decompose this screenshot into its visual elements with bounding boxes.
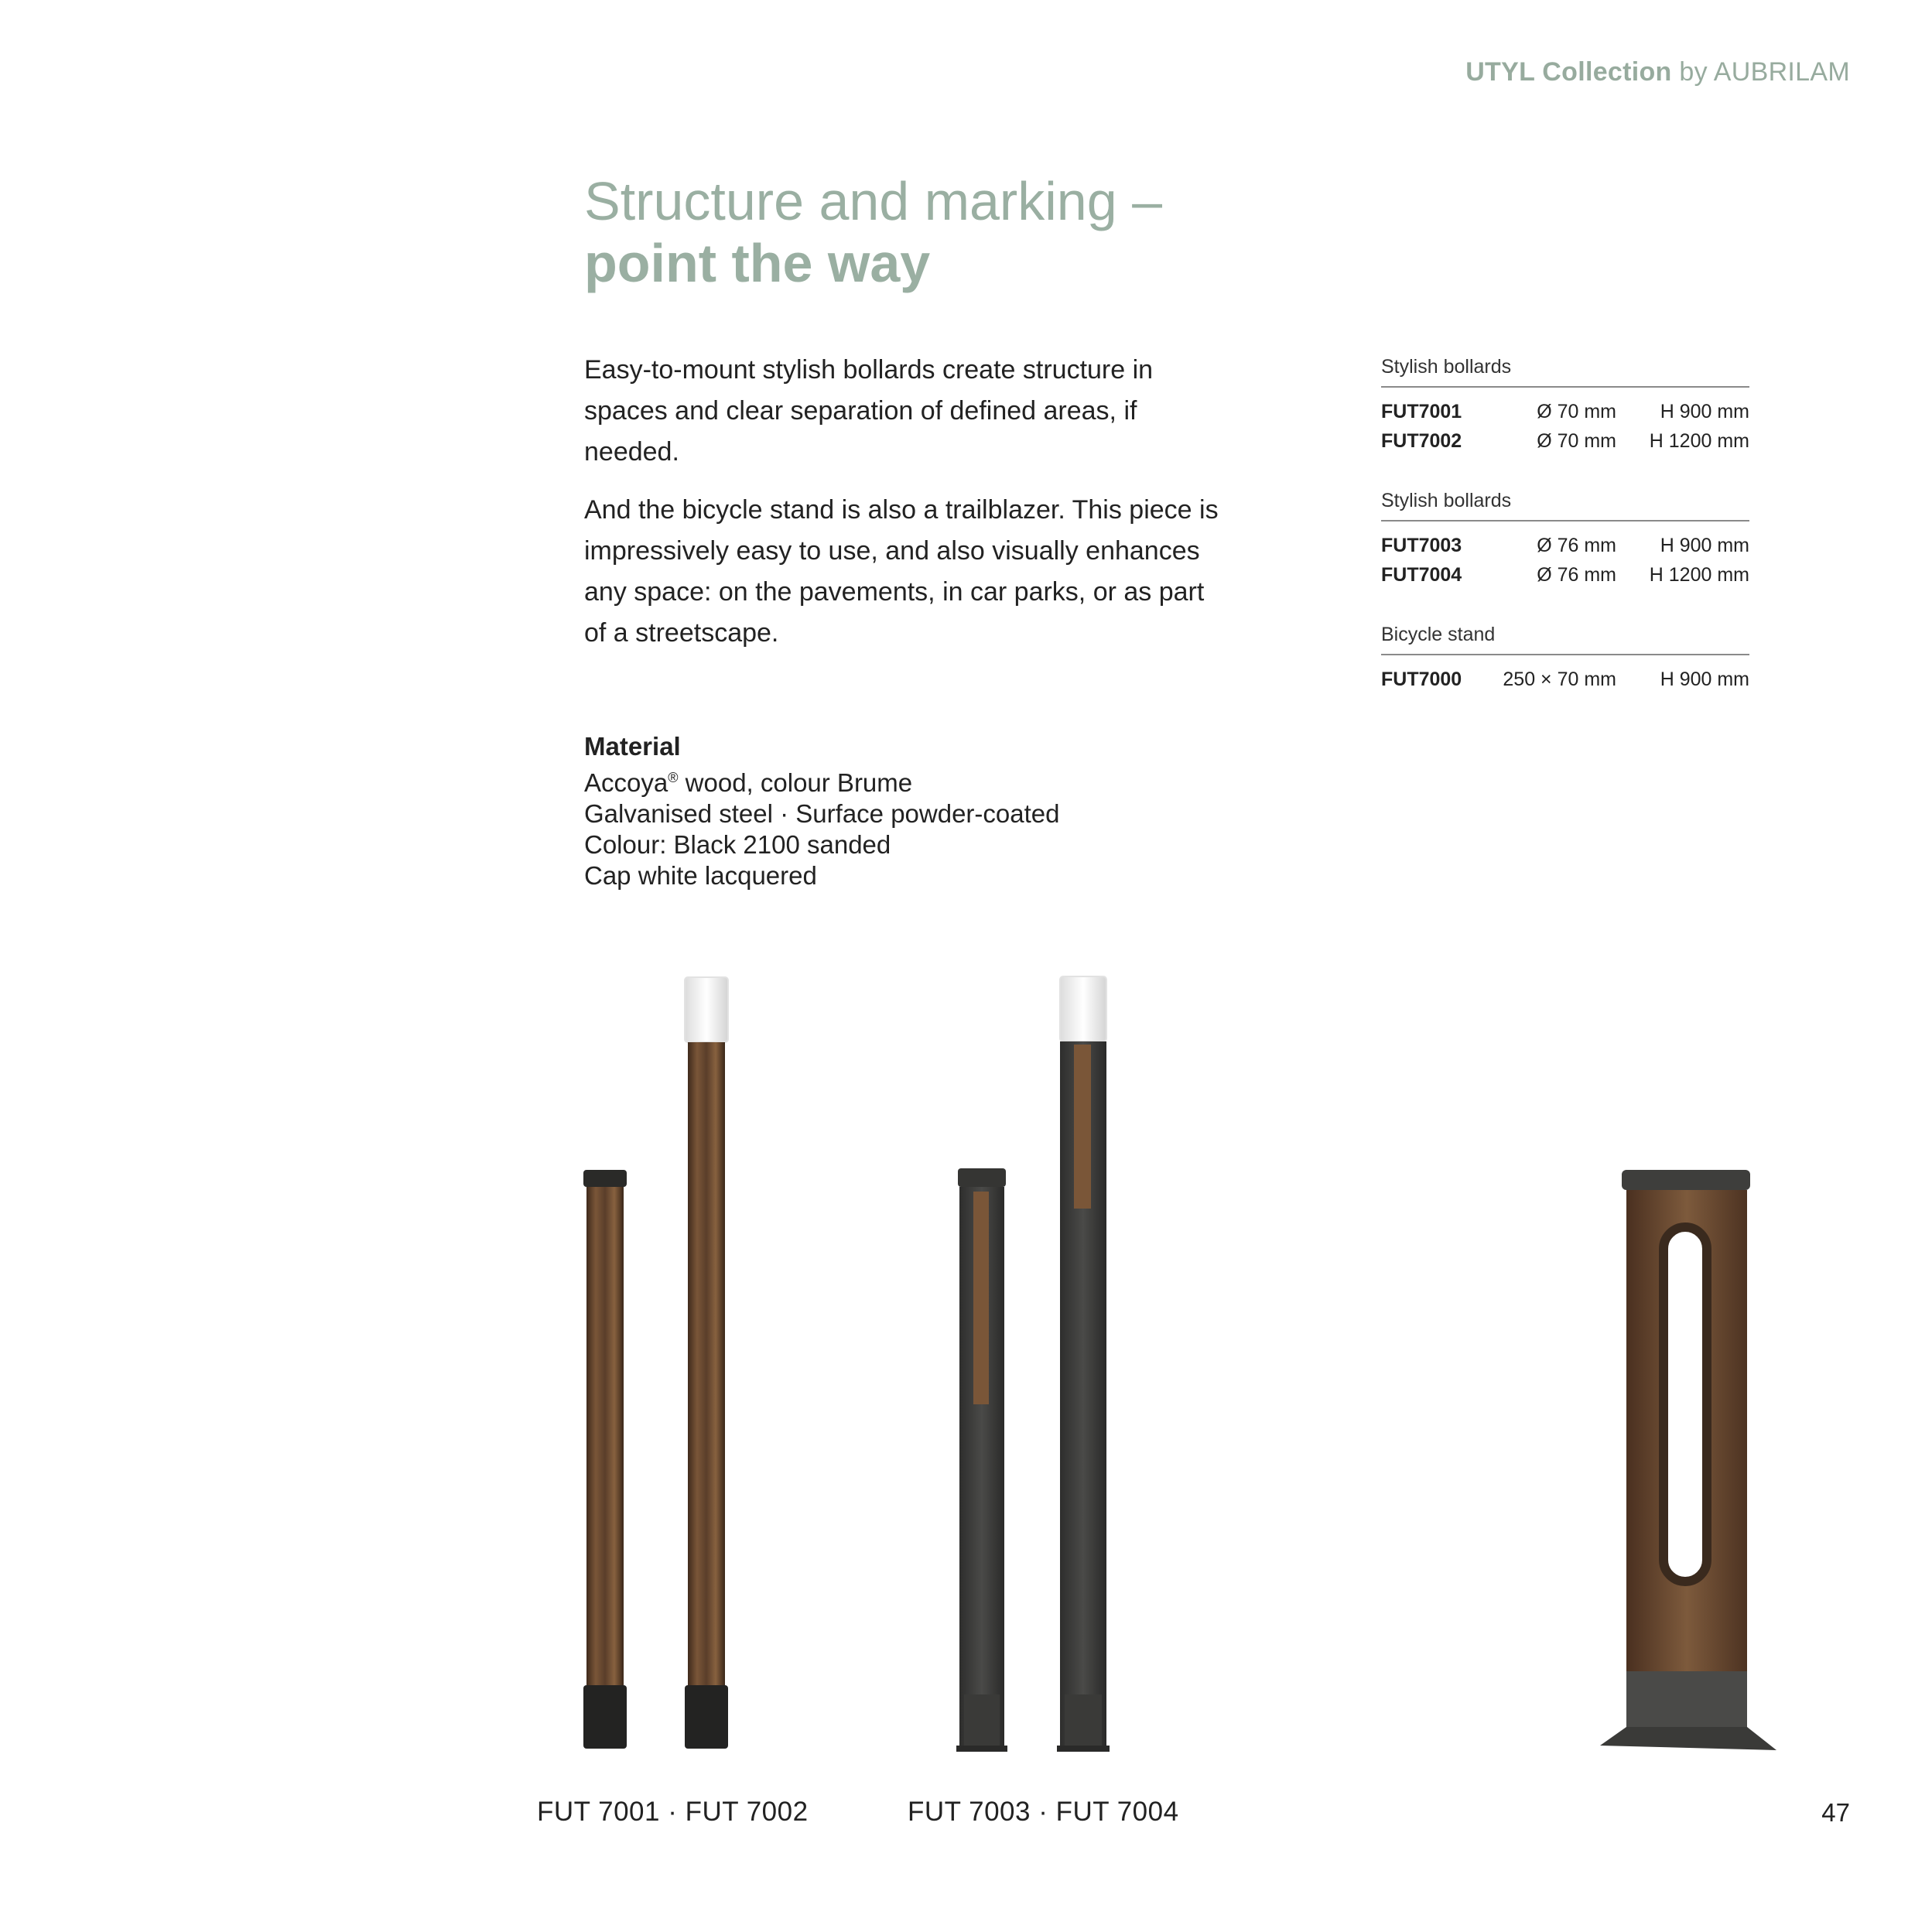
material-heading: Material <box>584 732 681 761</box>
spec-diameter: Ø 76 mm <box>1537 564 1616 586</box>
bollard-wood-insert <box>973 1192 989 1404</box>
stand-slot <box>1664 1227 1707 1582</box>
spec-heading: Stylish bollards <box>1381 356 1749 388</box>
bollard-cap-white <box>685 977 728 1042</box>
bollard-fut7003 <box>956 1168 1007 1752</box>
bollard-wood-insert <box>1074 1045 1091 1209</box>
spec-diameter: Ø 70 mm <box>1537 401 1616 422</box>
spec-group-bollards-76 <box>1381 490 1749 590</box>
material-wood-colour: wood, colour Brume <box>678 768 913 797</box>
bollard-base <box>685 1685 728 1749</box>
spec-dimensions: 250 × 70 mm <box>1503 669 1616 690</box>
caption-fut7001-fut7002: FUT 7001 · FUT 7002 <box>537 1797 809 1827</box>
spec-row <box>1381 397 1749 426</box>
spec-group-bicycle-stand <box>1381 624 1749 694</box>
spec-code: FUT7002 <box>1381 430 1462 452</box>
bicycle-paragraph: And the bicycle stand is also a trailblazer. This piece is impressively easy to use, and also visually enhances any space: on the pavements, in car parks, or as part of a streetscape. <box>584 495 1219 648</box>
registered-mark: ® <box>668 770 679 785</box>
bollard-fut7001 <box>583 1170 627 1749</box>
brand-collection: UTYL Collection <box>1465 57 1672 87</box>
spec-table <box>1381 356 1749 728</box>
spec-code: FUT7001 <box>1381 401 1462 422</box>
brand-header <box>1465 57 1850 87</box>
spec-heading: Stylish bollards <box>1381 490 1749 521</box>
bicycle-stand-fut7000 <box>1600 1170 1776 1750</box>
spec-height: H 900 mm <box>1660 669 1749 690</box>
stand-foot-plate <box>1600 1727 1776 1750</box>
bollard-cap-white <box>1060 976 1106 1041</box>
spec-code: FUT7000 <box>1381 669 1462 690</box>
bollard-foot <box>1065 1694 1102 1749</box>
bollard-foot <box>964 1694 1000 1749</box>
bollard-cap-dark <box>958 1168 1006 1187</box>
caption-fut7003-fut7004: FUT 7003 · FUT 7004 <box>908 1797 1179 1827</box>
material-line-colour: Colour: Black 2100 sanded <box>584 830 891 859</box>
spec-height: H 1200 mm <box>1649 564 1749 586</box>
spec-code: FUT7003 <box>1381 535 1462 556</box>
material-line-steel: Galvanised steel · Surface powder-coated <box>584 799 1060 828</box>
title-line-1: Structure and marking – <box>584 171 1163 231</box>
title-line-2: point the way <box>584 233 931 293</box>
spec-row <box>1381 665 1749 694</box>
material-wood-name: Accoya <box>584 768 669 797</box>
bollard-base <box>583 1685 627 1749</box>
material-line-cap: Cap white lacquered <box>584 861 817 890</box>
material-line-wood <box>584 762 1060 798</box>
spec-row <box>1381 531 1749 560</box>
spec-diameter: Ø 70 mm <box>1537 430 1616 452</box>
bollard-fut7004 <box>1057 976 1110 1752</box>
spec-height: H 900 mm <box>1660 401 1749 422</box>
spec-code: FUT7004 <box>1381 564 1462 586</box>
bollard-metal-shaft <box>959 1187 1004 1749</box>
spec-height: H 900 mm <box>1660 535 1749 556</box>
bollard-metal-shaft <box>1060 1041 1106 1749</box>
bollard-wood-shaft <box>688 1042 725 1687</box>
bollard-fut7002 <box>685 977 728 1749</box>
spec-row <box>1381 426 1749 456</box>
material-block <box>584 731 1060 891</box>
bollard-plate <box>956 1746 1007 1752</box>
stand-wood-panel <box>1626 1190 1747 1685</box>
spec-row <box>1381 560 1749 590</box>
page-title <box>584 170 1162 294</box>
stand-metal-base <box>1626 1671 1747 1733</box>
brand-maker: by AUBRILAM <box>1671 57 1850 87</box>
spec-group-bollards-70 <box>1381 356 1749 456</box>
page-number: 47 <box>1821 1798 1850 1827</box>
spec-height: H 1200 mm <box>1649 430 1749 452</box>
spec-heading: Bicycle stand <box>1381 624 1749 655</box>
intro-paragraph: Easy-to-mount stylish bollards create structure in spaces and clear separation of defined areas, if needed. <box>584 355 1154 467</box>
spec-diameter: Ø 76 mm <box>1537 535 1616 556</box>
bollard-cap-dark <box>583 1170 627 1187</box>
bollard-wood-shaft <box>586 1187 624 1687</box>
bollard-plate <box>1057 1746 1110 1752</box>
stand-top-cap <box>1622 1170 1750 1190</box>
